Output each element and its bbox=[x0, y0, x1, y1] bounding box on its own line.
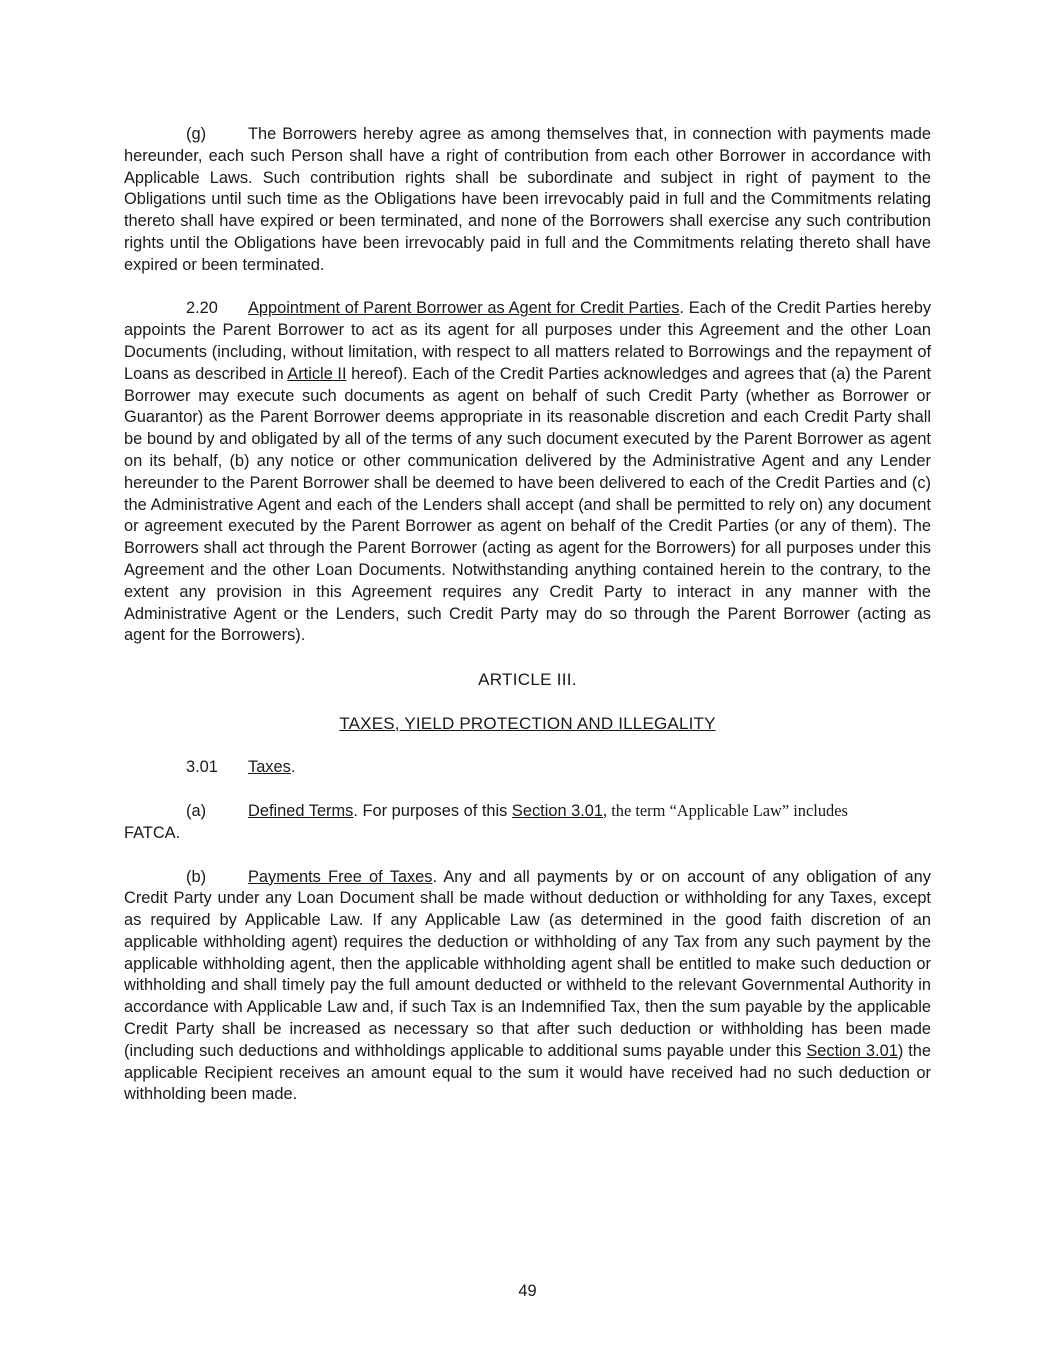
section-3-01-reference: Section 3.01 bbox=[511, 802, 604, 821]
paragraph-text: ) the applicable Recipient receives an amount equal to the sum it would have received had no such deduction or withholding been made. bbox=[124, 1041, 931, 1104]
section-3-01-reference: Section 3.01 bbox=[806, 1041, 898, 1060]
section-title: Appointment of Parent Borrower as Agent for Credit Parties bbox=[248, 299, 680, 318]
section-2-20 bbox=[124, 298, 931, 647]
paragraph-text: . For purposes of this bbox=[353, 802, 512, 821]
paragraph-title: Payments Free of Taxes bbox=[248, 867, 433, 886]
section-3-01 bbox=[124, 757, 931, 779]
section-title: Taxes bbox=[248, 757, 291, 776]
section-text: . Each of the Credit Parties hereby appoints the Parent Borrower to act as its agent for all purposes under this Agreement and the other Loan Documents (including, without limitation, with respect to all matters related to Borrowings and the repayment of Loans as described in bbox=[124, 299, 932, 383]
section-number: 2.20 bbox=[186, 299, 218, 318]
article-ii-reference: Article II bbox=[287, 364, 347, 383]
paragraph-number: (b) bbox=[186, 867, 207, 886]
paragraph-number: (g) bbox=[186, 125, 207, 143]
article-heading: ARTICLE III. bbox=[478, 669, 577, 689]
document-page bbox=[124, 124, 931, 1128]
paragraph-b bbox=[124, 867, 931, 1107]
paragraph-text: The Borrowers hereby agree as among themselves that, in connection with payments made hereunder, each such Person shall have a right of contribution from each other Borrower in accordance with Applicable Laws. Such contribution rights shall be subordinate and subject in right of payment to the Obligations until such time as the Obligations have been irrevocably paid in full and the Commitments relating thereto shall have expired or been terminated, and none of the Borrowers shall exercise any such contribution rights until the Obligations have been irrevocably paid in full and the Commitments relating thereto shall have expired or been terminated. bbox=[124, 125, 931, 274]
paragraph-g bbox=[124, 124, 931, 277]
article-subheading: TAXES, YIELD PROTECTION AND ILLEGALITY bbox=[339, 713, 716, 733]
paragraph-text: . Any and all payments by or on account of any obligation of any Credit Party under any Loan Document shall be made without deduction or withholding for any Taxes, except as required by Applicable Law. If any Applicable Law (as determined in the good faith discretion of an applicable withholding agent) requires the deduction or withholding of any Tax from any such payment by the applicable withholding agent, then the applicable withholding agent shall be entitled to make such deduction or withholding and shall timely pay the full amount deducted or withheld to the relevant Governmental Authority in accordance with Applicable Law and, if such Tax is an Indemnified Tax, then the sum payable by the applicable Credit Party shall be increased as necessary so that after such deduction or withholding has been made (including such deductions and withholdings applicable to additional sums payable under this bbox=[124, 867, 931, 1060]
paragraph-text: FATCA. bbox=[124, 823, 181, 842]
paragraph-title: Defined Terms bbox=[248, 802, 354, 821]
section-period: . bbox=[290, 757, 296, 776]
page-number: 49 bbox=[518, 1282, 537, 1300]
paragraph-text: , the term “Applicable Law” includes bbox=[603, 801, 848, 821]
paragraph-a bbox=[124, 800, 931, 845]
section-text: hereof). Each of the Credit Parties acknowledges and agrees that (a) the Parent Borrower may execute such documents as agent on behalf of such Credit Party (whether as Borrower or Guarantor) as the Parent Borrower deems appropriate in its reasonable discretion and each Credit Party shall be bound by and obligated by all of the terms of any such document executed by the Parent Borrower as agent on its behalf, (b) any notice or other communication delivered by the Administrative Agent and any Lender hereunder to the Parent Borrower shall be deemed to have been delivered to each of the Credit Parties and (c) the Administrative Agent and each of the Lenders shall accept (and shall be permitted to rely on) any document or agreement executed by the Parent Borrower as agent on behalf of the Credit Parties (or any of them). The Borrowers shall act through the Parent Borrower (acting as agent for the Borrowers) for all purposes under this Agreement and the other Loan Documents. Notwithstanding anything contained herein to the contrary, to the extent any provision in this Agreement requires any Credit Party to interact in any manner with the Administrative Agent or the Lenders, such Credit Party may do so through the Parent Borrower (acting as agent for the Borrowers). bbox=[124, 364, 932, 645]
paragraph-number: (a) bbox=[186, 802, 207, 821]
section-number: 3.01 bbox=[186, 757, 218, 776]
